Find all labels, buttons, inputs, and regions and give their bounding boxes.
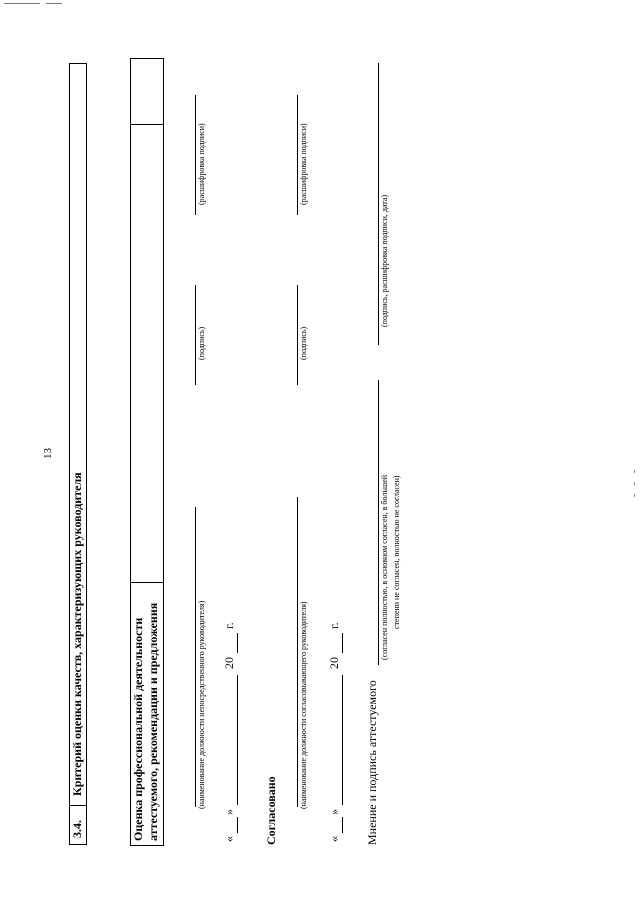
criterion-table — [69, 63, 87, 845]
agreed-year-prefix: 20 — [327, 657, 341, 669]
agreed-position-caption: (наименование должности согласовывающего руководителя) — [299, 601, 308, 809]
opinion-caption-line1: (согласен полностью, в основном согласен, в большей — [380, 474, 389, 660]
page-number: 13 — [42, 448, 54, 459]
supervisor-date-close: » — [222, 809, 236, 815]
agreed-heading: Согласовано — [264, 776, 278, 845]
supervisor-date-open: « — [222, 836, 236, 842]
agreed-year-line — [342, 633, 343, 653]
assessment-line1: Оценка профессиональной деятельности — [131, 617, 145, 841]
agreed-signature-line — [297, 285, 298, 385]
opinion-label: Мнение и подпись аттестуемого — [365, 680, 379, 845]
supervisor-position-caption: (наименование должности непосредственного руководителя) — [197, 600, 206, 809]
supervisor-day-line — [237, 817, 238, 833]
right-column-line — [131, 124, 163, 125]
opinion-signature-line — [378, 63, 379, 345]
supervisor-position-line — [195, 507, 196, 807]
agreed-decryption-caption: (расшифровка подписи) — [299, 123, 308, 205]
supervisor-year-suffix: г. — [222, 622, 236, 629]
supervisor-year-line — [237, 633, 238, 653]
supervisor-signature-line — [195, 285, 196, 385]
agreed-day-line — [342, 817, 343, 833]
criterion-number: 3.4. — [70, 820, 84, 838]
agreed-decryption-line — [297, 95, 298, 215]
agreed-position-line — [297, 497, 298, 807]
supervisor-year-prefix: 20 — [222, 657, 236, 669]
assessment-table — [130, 58, 164, 846]
opinion-signature-caption: (подпись, расшифровка подписи, дата) — [380, 194, 389, 327]
supervisor-decryption-line — [195, 95, 196, 215]
opinion-caption-line2: степени не согласен, полностью не согласен) — [392, 475, 401, 629]
agreed-year-suffix: г. — [327, 622, 341, 629]
criterion-title: Критерий оценки качеств, характеризующих руководителя — [70, 472, 84, 796]
supervisor-decryption-caption: (расшифровка подписи) — [197, 123, 206, 205]
agreed-signature-caption: (подпись) — [299, 326, 308, 360]
supervisor-signature-caption: (подпись) — [197, 326, 206, 360]
agreed-month-line — [342, 675, 343, 805]
agreed-date-close: » — [327, 809, 341, 815]
agreed-date-open: « — [327, 836, 341, 842]
opinion-choice-line — [378, 380, 379, 665]
supervisor-month-line — [237, 675, 238, 805]
assessment-line2: аттестуемого, рекомендации и предложения — [146, 602, 160, 841]
